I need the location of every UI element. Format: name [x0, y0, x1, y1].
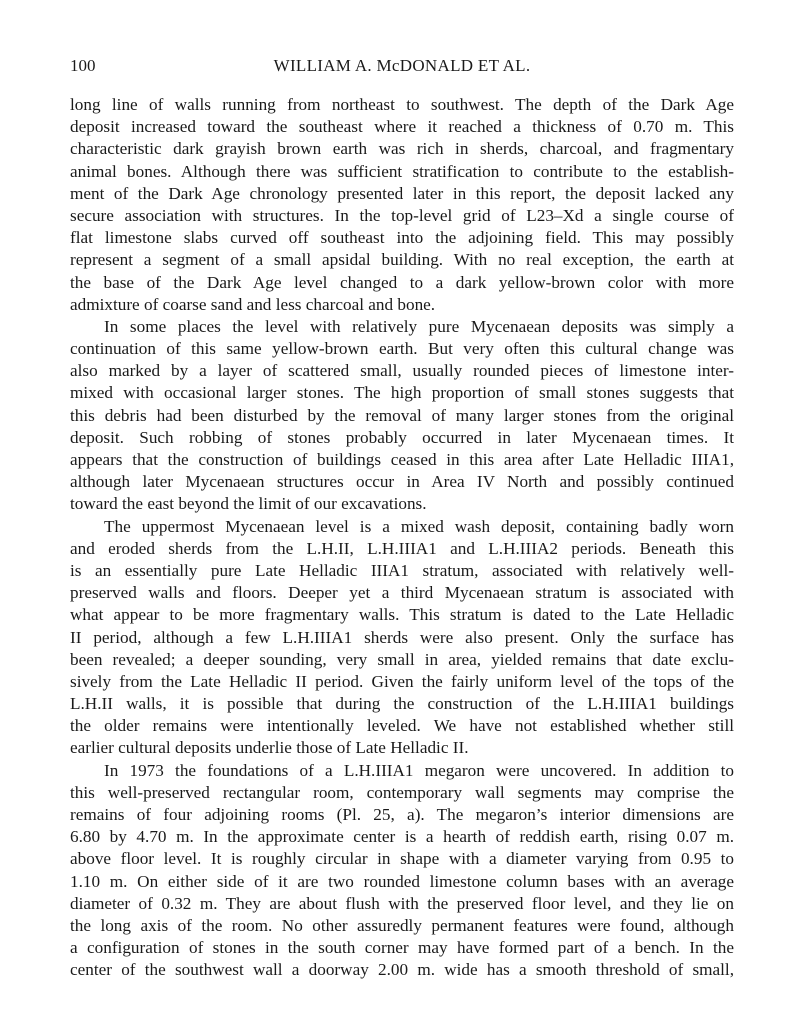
- text-line: this debris had been disturbed by the removal of many larger stones from the original: [70, 405, 734, 425]
- text-line: continuation of this same yellow-brown earth. But very often this cultural change was: [70, 339, 734, 359]
- paragraph-2: [70, 316, 734, 516]
- text-line: characteristic dark grayish brown earth was rich in sherds, charcoal, and fragmentary: [70, 139, 734, 159]
- text-line: this well-preserved rectangular room, contemporary wall segments may comprise the: [70, 782, 734, 802]
- text-line: 1.10 m. On either side of it are two rounded limestone column bases with an average: [70, 871, 734, 891]
- text-line: ment of the Dark Age chronology presented later in this report, the deposit lacked any: [70, 183, 734, 203]
- text-line: what appear to be more fragmentary walls. This stratum is dated to the Late Helladic: [70, 605, 734, 625]
- text-line: secure association with structures. In the top-level grid of L23–Xd a single course of: [70, 205, 734, 225]
- text-line: is an essentially pure Late Helladic IIIA1 stratum, associated with relatively well-: [70, 560, 734, 580]
- text-line: been revealed; a deeper sounding, very small in area, yielded remains that date exclu-: [70, 649, 734, 669]
- body-text: [70, 94, 734, 982]
- text-line: appears that the construction of buildings ceased in this area after Late Helladic IIIA1,: [70, 450, 734, 469]
- text-line: a configuration of stones in the south corner may have formed part of a bench. In the: [70, 938, 734, 958]
- text-line: the older remains were intentionally leveled. We have not established whether still: [70, 716, 734, 736]
- text-line: long line of walls running from northeast to southwest. The depth of the Dark Age: [70, 95, 734, 114]
- text-line: L.H.II walls, it is possible that during the construction of the L.H.IIIA1 buildings: [70, 694, 734, 714]
- text-line: preserved walls and floors. Deeper yet a third Mycenaean stratum is associated with: [70, 583, 734, 603]
- text-line: earlier cultural deposits underlie those of Late Helladic II.: [70, 738, 469, 758]
- text-line: II period, although a few L.H.IIIA1 sherds were also present. Only the surface has: [70, 627, 734, 647]
- text-line: the base of the Dark Age level changed to a dark yellow-brown color with more: [70, 272, 734, 292]
- text-line: remains of four adjoining rooms (Pl. 25, a). The megaron’s interior dimensions are: [70, 805, 734, 824]
- text-line: deposit. Such robbing of stones probably occurred in later Mycenaean times. It: [70, 427, 734, 447]
- text-line: deposit increased toward the southeast where it reached a thickness of 0.70 m. This: [70, 117, 734, 137]
- text-line: sively from the Late Helladic II period. Given the fairly uniform level of the tops of the: [70, 671, 734, 691]
- text-line: In some places the level with relatively pure Mycenaean deposits was simply a: [104, 316, 734, 336]
- text-line: and eroded sherds from the L.H.II, L.H.IIIA1 and L.H.IIIA2 periods. Beneath this: [70, 538, 734, 558]
- text-line: although later Mycenaean structures occur in Area IV North and possibly continued: [70, 472, 734, 492]
- paragraph-1: [70, 94, 734, 316]
- text-line: In 1973 the foundations of a L.H.IIIA1 megaron were uncovered. In addition to: [104, 760, 734, 780]
- text-line: toward the east beyond the limit of our excavations.: [70, 494, 427, 514]
- text-line: 6.80 by 4.70 m. In the approximate center is a hearth of reddish earth, rising 0.07 m.: [70, 827, 734, 847]
- page-number: 100: [70, 56, 96, 75]
- paragraph-4: [70, 760, 734, 982]
- text-line: mixed with occasional larger stones. The high proportion of small stones suggests that: [70, 383, 734, 403]
- page-header: [70, 56, 734, 82]
- text-line: also marked by a layer of scattered small, usually rounded pieces of limestone inter-: [70, 361, 734, 381]
- text-line: represent a segment of a small apsidal building. With no real exception, the earth at: [70, 250, 734, 270]
- text-line: center of the southwest wall a doorway 2.00 m. wide has a smooth threshold of small,: [70, 960, 734, 980]
- text-line: the long axis of the room. No other assuredly permanent features were found, although: [70, 915, 734, 935]
- text-line: admixture of coarse sand and less charcoal and bone.: [70, 294, 436, 314]
- running-head: WILLIAM A. McDONALD ET AL.: [273, 56, 531, 75]
- text-line: flat limestone slabs curved off southeast into the adjoining field. This may possibly: [70, 228, 734, 248]
- paragraph-3: [70, 516, 734, 760]
- text-line: animal bones. Although there was sufficient stratification to contribute to the establish-: [70, 161, 734, 181]
- text-line: above floor level. It is roughly circular in shape with a diameter varying from 0.95 to: [70, 849, 734, 869]
- text-line: The uppermost Mycenaean level is a mixed wash deposit, containing badly worn: [104, 516, 734, 536]
- text-line: diameter of 0.32 m. They are about flush with the preserved floor level, and they lie on: [70, 893, 734, 913]
